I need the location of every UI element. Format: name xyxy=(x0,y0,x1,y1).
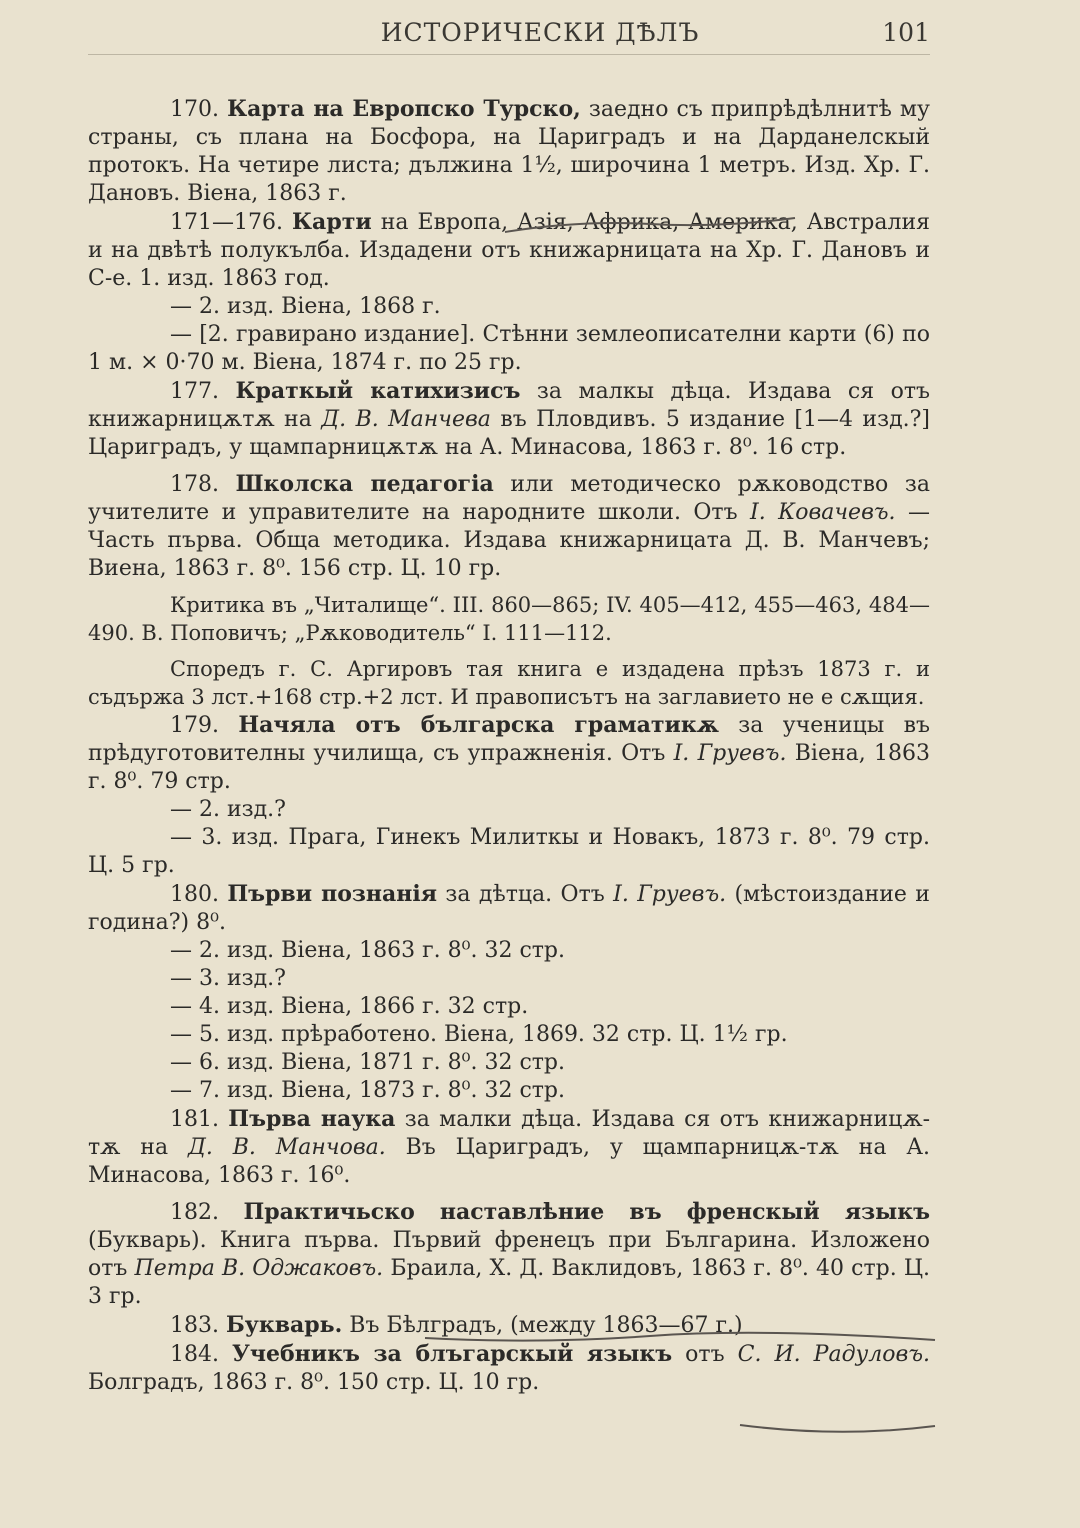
entry-author: I. Груевъ. xyxy=(613,882,727,907)
entry-title: Краткый катихизисъ xyxy=(235,378,521,404)
entry-number: 183. xyxy=(170,1313,219,1338)
entry-text: на Европа, Азія, Африка, Америка, Австралия и на двѣтѣ полукълба. Издадени отъ книжарницата на Хр. Г. Дановъ и С-е. 1. изд. 1863 год. xyxy=(88,210,930,291)
entry-text: Браила, Х. Д. Ваклидовъ, 1863 г. 8⁰. 40 стр. Ц. 3 гр. xyxy=(88,1256,931,1309)
entry-text: или методическо рѫководство за учителите и управителите на народните школи. Отъ xyxy=(88,472,930,525)
bibliography-body xyxy=(88,95,930,1397)
entry-author: I. Груевъ. xyxy=(673,741,787,766)
entry-title: Букварь. xyxy=(225,1312,343,1338)
entry-number: 178. xyxy=(170,472,219,497)
entry-text: (Букварь). Книга първа. Първий френецъ при Българина. Изложено отъ xyxy=(88,1228,930,1281)
page-number: 101 xyxy=(882,18,930,47)
entry-text: въ Пловдивъ. 5 издание [1—4 изд.?] Цариградъ, у щампарницѫтѫ на А. Минасова, 1863 г. 8⁰. 16 стр. xyxy=(88,407,930,460)
entry-author: Д. В. Манчова. xyxy=(187,1135,386,1160)
entry-title: Първа наука xyxy=(228,1106,396,1132)
edition-line: — 5. изд. прѣработено. Віена, 1869. 32 стр. Ц. 1½ гр. xyxy=(170,1022,788,1047)
entry-author: I. Ковачевъ. xyxy=(750,500,896,525)
edition-line: — 3. изд. Прага, Гинекъ Милиткы и Новакъ, 1873 г. 8⁰. 79 стр. Ц. 5 гр. xyxy=(88,825,930,878)
entry-text: за дѣтца. Отъ xyxy=(436,882,614,907)
edition-line: — 4. изд. Віена, 1866 г. 32 стр. xyxy=(170,994,529,1019)
entry-181 xyxy=(88,1105,930,1190)
entry-title: Школска педагогіа xyxy=(235,471,494,497)
pencil-underline-mark xyxy=(420,1330,940,1440)
entry-note: Споредъ г. С. Аргировъ тая книга е издадена прѣзъ 1873 г. и съдържа 3 лст.+168 стр.+2 лст. И правописътъ на заглавието не е сѫщия. xyxy=(88,657,930,709)
entry-number: 170. xyxy=(170,97,219,122)
entry-number: 180. xyxy=(170,882,219,907)
entry-text: за малки дѣца. Издава ся отъ книжарницѫ-тѫ на xyxy=(88,1107,930,1160)
entry-number: 181. xyxy=(170,1107,219,1132)
entry-170 xyxy=(88,95,930,208)
entry-author: Петра В. Оджаковъ. xyxy=(134,1256,384,1281)
entry-179 xyxy=(88,711,930,796)
edition-line: — 2. изд. Віена, 1868 г. xyxy=(170,294,441,319)
entry-title: Карти xyxy=(292,209,372,235)
pencil-underline-mark xyxy=(500,212,800,242)
entry-number: 182. xyxy=(170,1200,219,1225)
running-head: ИСТОРИЧЕСКИ ДѢЛЪ xyxy=(380,18,700,47)
entry-number: 171—176. xyxy=(170,210,283,235)
entry-text: за малкы дѣца. Издава ся отъ книжарницѫтѫ на xyxy=(88,379,931,432)
entry-title: Учебникъ за блъгарскый языкъ xyxy=(232,1341,673,1367)
entry-text: Въ Бѣлградъ, (между 1863—67 г.) xyxy=(342,1313,743,1338)
entry-title: Практичьско наставлѣние въ френскый языкъ xyxy=(243,1199,931,1225)
entry-note: Критика въ „Читалище“. III. 860—865; IV. 405—412, 455—463, 484—490. В. Поповичъ; „Рѫководитель“ I. 111—112. xyxy=(88,593,930,645)
edition-line: — 6. изд. Віена, 1871 г. 8⁰. 32 стр. xyxy=(170,1050,566,1075)
entry-title: Карта на Европско Турско, xyxy=(227,96,581,122)
entry-text: отъ xyxy=(672,1342,738,1367)
entry-number: 184. xyxy=(170,1342,219,1367)
edition-line: — 2. изд. Віена, 1863 г. 8⁰. 32 стр. xyxy=(170,938,566,963)
edition-line: — 7. изд. Віена, 1873 г. 8⁰. 32 стр. xyxy=(170,1078,566,1103)
entry-182 xyxy=(88,1198,930,1311)
entry-177 xyxy=(88,377,930,462)
entry-title: Начяла отъ българска граматикѫ xyxy=(238,712,719,738)
edition-line: — 2. изд.? xyxy=(170,797,286,822)
entry-title: Първи познанія xyxy=(227,881,437,907)
entry-number: 179. xyxy=(170,713,219,738)
entry-number: 177. xyxy=(170,379,219,404)
edition-line: — 3. изд.? xyxy=(170,966,286,991)
entry-text: заедно съ припрѣдѣлнитѣ му страны, съ плана на Босфора, на Цариградъ и на Дарданелскый протокъ. На четире листа; дължина 1½, широчина 1 метръ. Изд. Хр. Г. Дановъ. Віена, 1863 г. xyxy=(88,97,930,206)
entry-180 xyxy=(88,880,930,937)
entry-author: С. И. Радуловъ. xyxy=(737,1342,930,1367)
page-header xyxy=(0,18,1080,58)
entry-text: Въ Цариградъ, у щампарницѫ-тѫ на А. Минасова, 1863 г. 16⁰. xyxy=(88,1135,930,1188)
entry-author: Д. В. Манчева xyxy=(321,407,491,432)
entry-text: за ученицы въ прѣдуготовителны училища, съ упражненія. Отъ xyxy=(88,713,930,766)
entry-text: Болградъ, 1863 г. 8⁰. 150 стр. Ц. 10 гр. xyxy=(88,1370,540,1395)
entry-text: (мѣстоиздание и година?) 8⁰. xyxy=(88,882,930,935)
entry-text: Віена, 1863 г. 8⁰. 79 стр. xyxy=(88,741,930,794)
edition-line: — [2. гравирано издание]. Стѣнни землеописателни карти (6) по 1 м. × 0·70 м. Віена, 1874 г. по 25 гр. xyxy=(88,322,930,375)
header-rule xyxy=(88,54,930,55)
entry-text: — Часть първа. Обща методика. Издава книжарницата Д. В. Манчевъ; Виена, 1863 г. 8⁰. 156 стр. Ц. 10 гр. xyxy=(88,500,930,581)
entry-178 xyxy=(88,470,930,583)
